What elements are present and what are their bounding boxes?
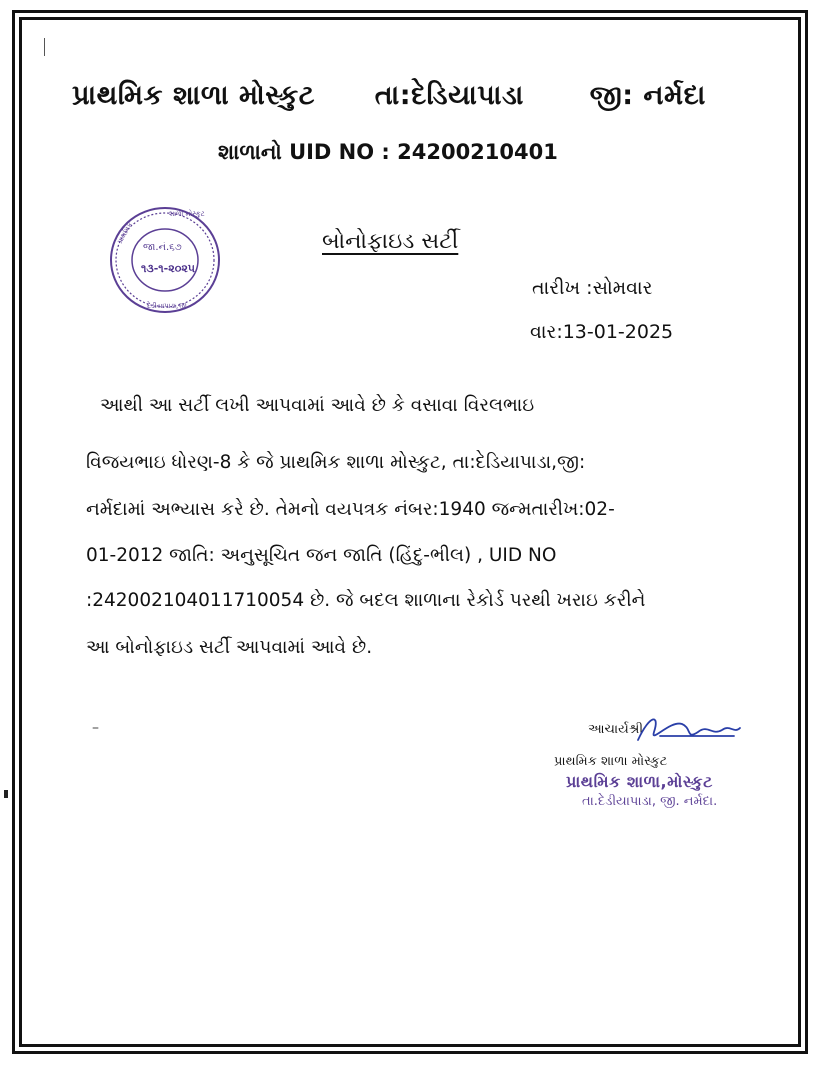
certificate-title: બોનોફાઇડ સર્ટી [322, 229, 459, 254]
seal-date: ૧૩-૧-૨૦૨૫ [141, 262, 195, 275]
school-name: પ્રાથમિક શાળા મોસ્કુટ [72, 80, 315, 111]
stamp-address: તા.દેડીયાપાડા, જી. નર્મદા. [582, 794, 718, 809]
school-header [72, 80, 706, 112]
principal-school: પ્રાથમિક શાળા મોસ્કુટ [554, 754, 668, 769]
page-border-inner [19, 17, 801, 1047]
dash-mark: – [92, 720, 99, 736]
school-uid: શાળાનો UID NO : 24200210401 [218, 140, 558, 164]
svg-text:શાળા મોસ્કુટ: શાળા મોસ્કુટ [169, 210, 205, 218]
body-line: 01-2012 જાતિ: અનુસૂચિત જન જાતિ (હિંદુ-ભીલ) , UID NO [86, 545, 557, 566]
svg-text:દેડીયાપાડા,જી.: દેડીયાપાડા,જી. [147, 302, 189, 310]
seal-number: જા.નં.૬૭ [143, 242, 182, 253]
date-line: તારીખ :સોમવાર [532, 277, 653, 299]
scan-mark [44, 38, 45, 56]
signature-image [630, 710, 750, 754]
body-line: :242002104011710054 છે. જે બદલ શાળાના રેકોર્ડ પરથી ખરાઇ કરીને [86, 590, 646, 611]
svg-text:પ્રાથમિક: પ્રાથમિક [115, 221, 135, 245]
taluka-name: તા:દેડિયાપાડા [374, 80, 524, 111]
day-line: વાર:13-01-2025 [530, 321, 674, 343]
body-line: વિજયભાઇ ધોરણ-8 કે જે પ્રાથમિક શાળા મોસ્કુટ, તા:દેડિયાપાડા,જી: [86, 452, 586, 473]
school-seal [107, 204, 223, 320]
signature-block [550, 716, 780, 826]
scan-dot [4, 790, 8, 798]
stamp-school: પ્રાથમિક શાળા,મોસ્કુટ [566, 772, 713, 791]
district-name: જી: નર્મદા [589, 80, 706, 111]
principal-label: આચાર્યશ્રી [588, 722, 644, 737]
body-line: આ બોનોફાઇડ સર્ટી આપવામાં આવે છે. [86, 637, 373, 658]
body-line: નર્મદામાં અભ્યાસ કરે છે. તેમનો વયપત્રક નંબર:1940 જન્મતારીખ:02- [86, 499, 615, 520]
body-line: આથી આ સર્ટી લખી આપવામાં આવે છે કે વસાવા વિરલભાઇ [100, 395, 535, 416]
